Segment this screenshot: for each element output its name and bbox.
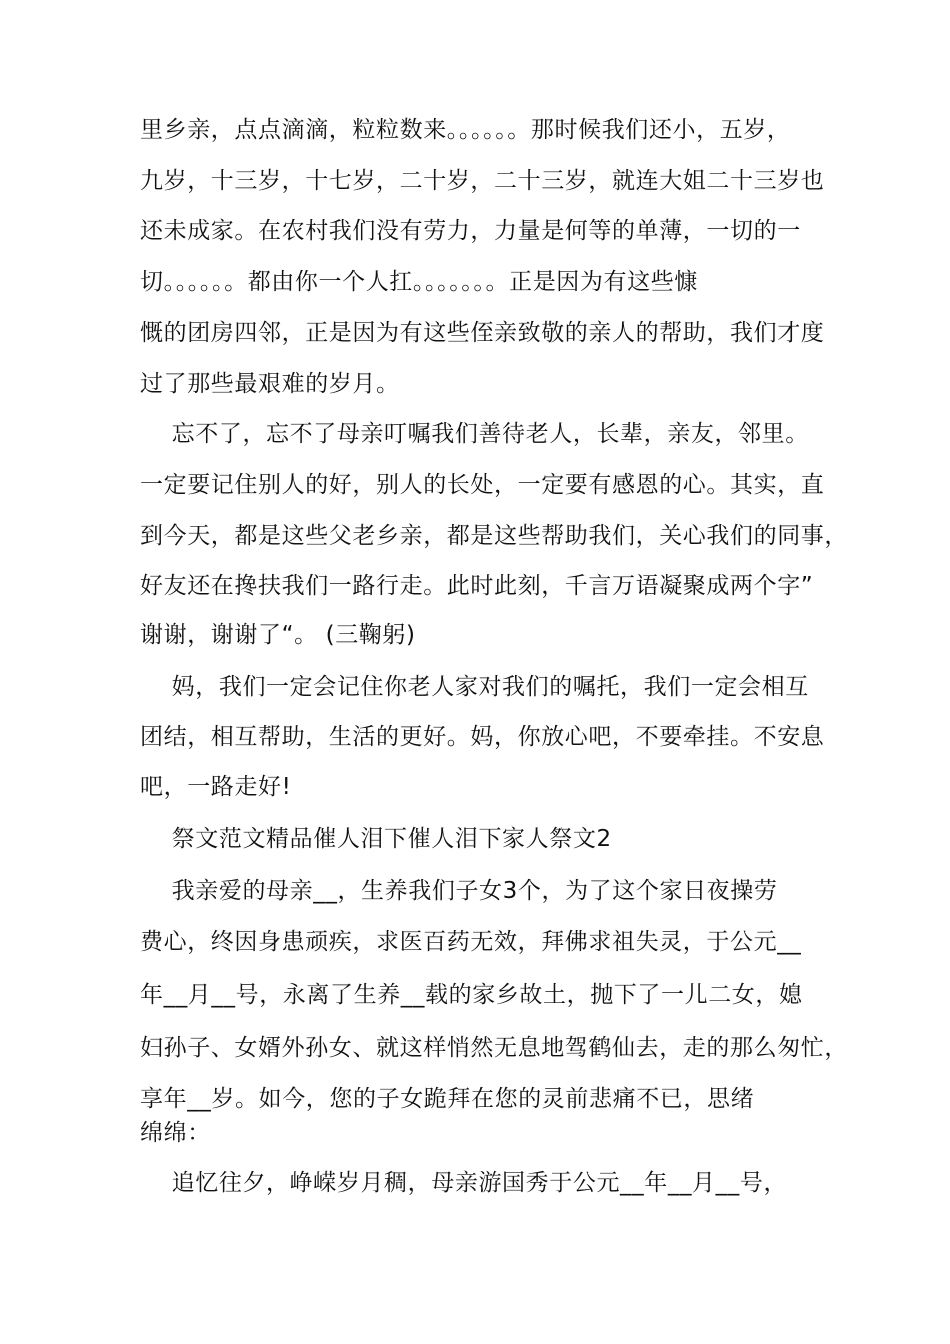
text-line: 我亲爱的母亲__，生养我们子女3个，为了这个家日夜操劳 xyxy=(140,878,778,904)
text-line: 切。。。。。。都由你一个人扛。。。。。。。正是因为有这些慷 xyxy=(140,269,698,295)
text-line: 绵绵： xyxy=(140,1120,211,1146)
text-line: 吧，一路走好! xyxy=(140,774,292,800)
text-line: 享年__岁。如今，您的子女跪拜在您的灵前悲痛不已，思绪 xyxy=(140,1086,755,1112)
text-line: 慨的团房四邻，正是因为有这些侄亲致敬的亲人的帮助，我们才度 xyxy=(140,320,825,346)
text-line: 九岁，十三岁，十七岁，二十岁，二十三岁，就连大姐二十三岁也 xyxy=(140,168,825,194)
text-line: 过了那些最艰难的岁月。 xyxy=(140,371,400,397)
text-line: 里乡亲，点点滴滴，粒粒数来。。。。。。那时候我们还小，五岁， xyxy=(140,117,791,143)
text-line: 妇孙子、女婿外孙女、就这样悄然无息地驾鹤仙去，走的那么匆忙， xyxy=(140,1035,848,1061)
text-line: 谢谢，谢谢了“。 (三鞠躬) xyxy=(140,622,416,648)
text-line: 追忆往夕，峥嵘岁月稠，母亲游国秀于公元__年__月__号， xyxy=(140,1170,788,1196)
text-line: 到今天，都是这些父老乡亲，都是这些帮助我们，关心我们的同事， xyxy=(140,523,848,549)
text-line: 还未成家。在农村我们没有劳力，力量是何等的单薄，一切的一 xyxy=(140,218,801,244)
text-line: 费心，终因身患顽疾，求医百药无效，拜佛求祖失灵，于公元__ xyxy=(140,929,802,955)
text-line: 年__月__号，永离了生养__载的家乡故土，抛下了一儿二女，媳 xyxy=(140,982,803,1008)
section-heading: 祭文范文精品催人泪下催人泪下家人祭文2 xyxy=(140,826,612,852)
text-line: 忘不了，忘不了母亲叮嘱我们善待老人，长辈，亲友，邻里。 xyxy=(140,421,809,447)
text-line: 一定要记住别人的好，别人的长处，一定要有感恩的心。其实，直 xyxy=(140,472,825,498)
text-line: 好友还在搀扶我们一路行走。此时此刻，千言万语凝聚成两个字” xyxy=(140,573,814,599)
text-line: 妈，我们一定会记住你老人家对我们的嘱托，我们一定会相互 xyxy=(140,674,809,700)
text-line: 团结，相互帮助，生活的更好。妈，你放心吧，不要牵挂。不安息 xyxy=(140,724,825,750)
